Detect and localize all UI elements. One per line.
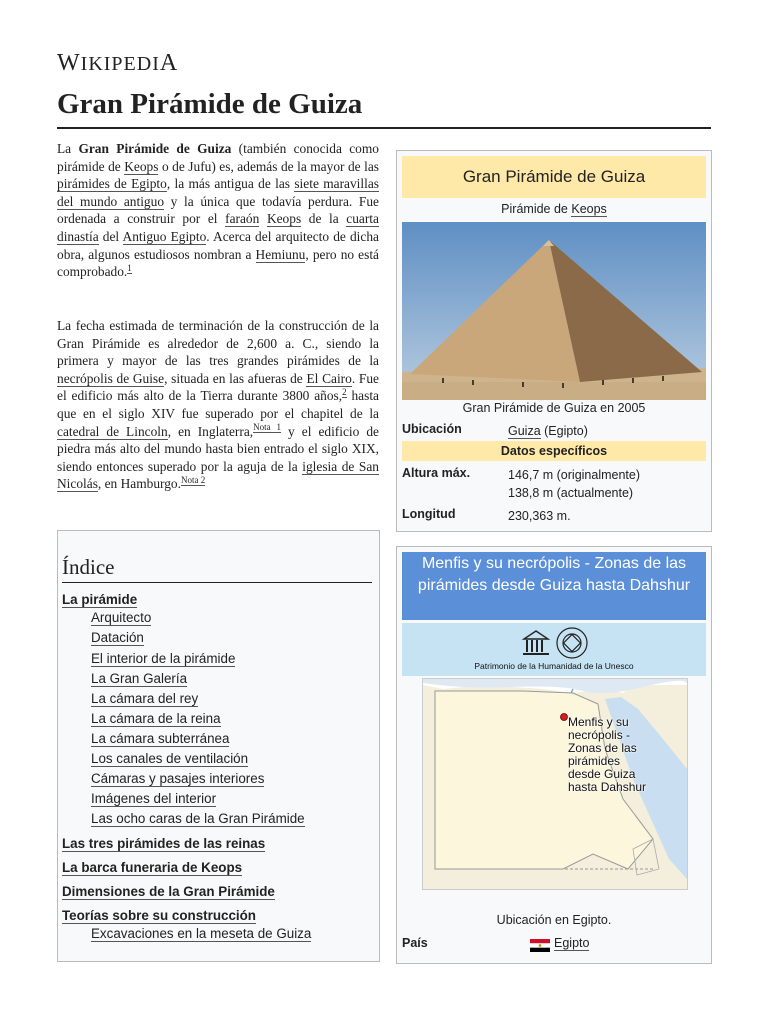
reference-sup[interactable] [181,475,205,486]
datos-especificos-header: Datos específicos [402,441,706,461]
reference-link[interactable]: 2 [342,386,347,397]
text-run: , situada en las afueras de [164,370,307,386]
toc-item[interactable] [62,860,242,875]
toc-item-label: Imágenes del interior [91,791,217,806]
reference-link[interactable]: Nota 2 [180,474,206,485]
text-run: La fecha estimada de terminación de la construcción de la Gran Pirámide es alrededor de 2,600 a. C., siendo la primera y mayor de las tres grandes pirámides de la [57,318,379,369]
second-paragraph [57,317,379,493]
infobox-subtitle [397,202,711,216]
altura-label: Altura máx. [402,466,471,480]
article-link[interactable]: siete maravillas del mundo antiguo [57,176,379,209]
article-link[interactable]: faraón [225,211,260,227]
toc-item-label: Excavaciones en la meseta de Guiza [91,926,312,941]
article-link[interactable]: El Cairo [306,370,352,386]
table-of-contents [57,530,380,962]
toc-item-label: El interior de la pirámide [91,651,236,666]
text-run: . Acerca del arquitecto de dicha obra, algunos estudiosos nombran a [57,228,379,262]
longitud-value: 230,363 m. [508,509,571,523]
text-run: , pero no está comprobado. [57,246,379,280]
egipto-link[interactable]: Egipto [554,936,590,950]
heritage-infobox [396,546,712,964]
toc-item[interactable] [62,836,265,851]
toc-item-label: La pirámide [62,592,138,607]
heritage-title: Menfis y su necrópolis - Zonas de las pirámides desde Guiza hasta Dahshur [402,552,706,620]
article-link[interactable]: cuarta dinastía [57,211,379,244]
toc-item-label: Las ocho caras de la Gran Pirámide [91,811,305,826]
map-location-label: Menfis y su necrópolis - Zonas de las pirámides desde Guiza hasta Dahshur [568,715,647,794]
infobox-title: Gran Pirámide de Guiza [402,156,706,198]
toc-item-label: La Gran Galería [91,671,188,686]
page-title: Gran Pirámide de Guiza [57,88,711,129]
intro-paragraph [57,140,379,281]
article-link[interactable]: Keops [266,211,302,227]
toc-item[interactable] [91,731,229,746]
toc-item[interactable] [91,630,144,645]
toc-item-label: Cámaras y pasajes interiores [91,771,265,786]
reference-sup[interactable] [253,422,281,433]
ubicacion-value [508,422,588,440]
text-run [259,211,267,226]
toc-item-label: Las tres pirámides de las reinas [62,836,266,851]
toc-item[interactable] [62,908,256,923]
bold-term: Gran Pirámide de Guiza [78,141,232,156]
text-run: . Fue el edificio más alto de la Tierra durante 3800 años, [57,370,379,404]
article-link[interactable]: Hemiunu [255,246,306,262]
ubicacion-label: Ubicación [402,422,462,436]
text-run: de la [301,211,347,227]
map-caption: Ubicación en Egipto. [496,913,612,927]
toc-item-label: Dimensiones de la Gran Pirámide [62,884,275,899]
text-run: La [57,141,79,156]
text-run: , la más antigua de las [166,176,295,192]
toc-title: Índice [62,555,372,583]
toc-item-label: Arquitecto [91,610,152,625]
text-run: , en Inglaterra, [167,423,254,439]
toc-item-label: Los canales de ventilación [91,751,249,766]
article-link[interactable]: iglesia de San Nicolás [57,458,379,492]
toc-item[interactable] [62,592,137,607]
altura-actual: 138,8 m (actualmente) [508,486,634,500]
text-run: del [98,228,123,244]
article-link[interactable]: necrópolis de Guise [57,370,165,386]
infobox [396,150,712,532]
toc-item[interactable] [91,651,235,666]
article-link[interactable]: catedral de Lincoln [57,423,168,439]
ubicacion-rest: (Egipto) [540,424,588,438]
egypt-location-map[interactable] [422,678,688,890]
article-link[interactable]: Antiguo Egipto [122,228,207,244]
toc-item[interactable] [62,884,275,899]
toc-item[interactable] [91,671,187,686]
altura-value [508,466,640,502]
article-link[interactable]: Keops [124,158,159,174]
toc-item[interactable] [91,791,216,806]
toc-item-label: La cámara del rey [91,691,199,706]
pyramid-photo[interactable] [402,222,706,400]
infobox-subtitle-text: Pirámide de [501,202,572,216]
toc-item[interactable] [91,691,198,706]
toc-item-label: Datación [91,630,144,645]
toc-item[interactable] [91,751,248,766]
toc-item[interactable] [91,771,264,786]
altura-original: 146,7 m (originalmente) [508,468,641,482]
unesco-logo-icon [402,623,706,663]
toc-item[interactable] [91,926,311,941]
text-run: y el edificio de piedra más alto del mundo hasta bien entrado el siglo XIX, siendo entonces superado por la aguja de la [57,423,379,474]
toc-item[interactable] [91,711,221,726]
text-run: , en Hamburgo. [97,476,181,492]
longitud-label: Longitud [402,507,456,521]
egypt-flag-icon [530,939,550,952]
toc-item-label: La barca funeraria de Keops [62,860,243,875]
toc-item[interactable] [91,610,151,625]
unesco-band [402,623,706,676]
unesco-text: Patrimonio de la Humanidad de la Unesco [474,661,634,671]
text-run: o de Jufu) es, además de la mayor de las [158,158,379,174]
toc-item[interactable] [91,811,305,826]
pais-label: País [402,936,428,950]
photo-caption: Gran Pirámide de Guiza en 2005 [462,401,646,415]
text-run: hasta que en el siglo XIV fue superado por el chapitel de la [57,388,379,421]
reference-sup[interactable] [127,263,132,274]
toc-item-label: Teorías sobre su construcción [62,908,256,923]
guiza-link[interactable]: Guiza [508,424,541,438]
text-run: y la única que todavía perdura. Fue ordenada a construir por el [57,193,379,227]
toc-item-label: La cámara subterránea [91,731,230,746]
reference-link[interactable]: 1 [127,262,132,273]
wikipedia-logo[interactable]: WIKIPEDIA [57,50,179,76]
keops-link[interactable]: Keops [571,202,607,216]
toc-item-label: La cámara de la reina [91,711,221,726]
text-run: (también conocida como pirámide de [57,141,379,174]
reference-link[interactable]: Nota 1 [253,422,282,433]
article-link[interactable]: pirámides de Egipto [57,176,167,192]
